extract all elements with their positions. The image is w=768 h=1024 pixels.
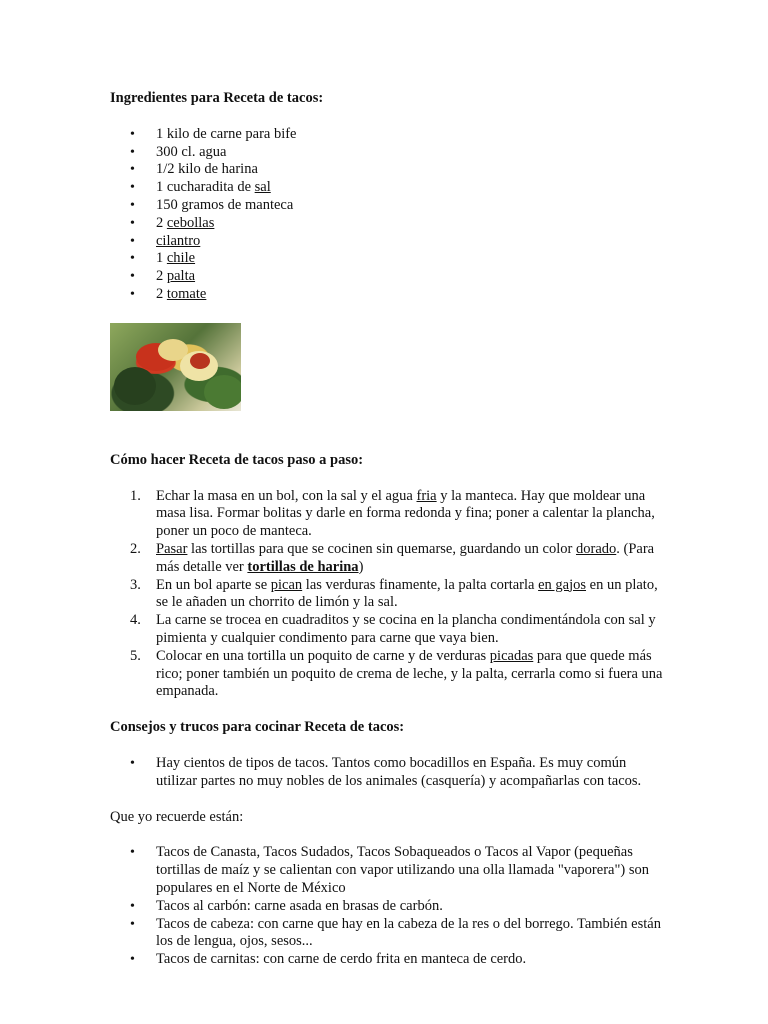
recall-list [110, 844, 670, 969]
list-item: • Tacos al carbón: carne asada en brasas de carbón. [110, 898, 670, 916]
link-pican[interactable]: pican [270, 576, 303, 593]
list-item: • 1/2 kilo de harina [110, 161, 670, 179]
tips-heading: Consejos y trucos para cocinar Receta de tacos: [110, 719, 405, 736]
link-fria[interactable]: fria [416, 487, 437, 504]
steps-heading: Cómo hacer Receta de tacos paso a paso: [110, 451, 364, 468]
list-item: • 150 gramos de manteca [110, 197, 670, 215]
recall-intro: Que yo recuerde están: [110, 808, 244, 825]
step-item: 2. Pasar las tortillas para que se cocinen sin quemarse, guardando un color dorado. (Para más detalle ver tortillas de harina) [130, 540, 655, 575]
step-item: 5. Colocar en una tortilla un poquito de carne y de verduras picadas para que quede más rico; poner también un poquito de crema de leche, y la palta, cerrarla como si fuera una empanada. [130, 647, 663, 700]
ingredients-list [110, 126, 670, 304]
list-item: • 2 cebollas [110, 215, 670, 233]
link-palta[interactable]: palta [166, 268, 196, 285]
link-dorado[interactable]: dorado [575, 540, 617, 557]
list-item: • Tacos de Canasta, Tacos Sudados, Tacos Sobaqueados o Tacos al Vapor (pequeñas tortillas de maíz y se calientan con vapor utilizando una olla llamada "vaporera") son populares en el Norte de México [110, 844, 670, 897]
link-tomate[interactable]: tomate [166, 285, 207, 302]
list-item: • Hay cientos de tipos de tacos. Tantos como bocadillos en España. Es muy común utilizar partes no muy nobles de los animales (casquería) y acompañarlas con tacos. [110, 755, 670, 791]
link-en-gajos[interactable]: en gajos [538, 576, 587, 593]
tips-list [110, 755, 670, 791]
step-item: 4. La carne se trocea en cuadraditos y se cocina en la plancha condimentándola con sal y pimienta y cualquier condimento para carne que vaya bien. [130, 612, 656, 646]
list-item: • 300 cl. agua [110, 144, 670, 162]
link-pasar[interactable]: Pasar [156, 540, 188, 557]
link-tortillas-de-harina[interactable]: tortillas de harina [247, 558, 359, 575]
link-sal[interactable]: sal [254, 179, 271, 196]
list-item: • 1 kilo de carne para bife [110, 126, 670, 144]
link-chile[interactable]: chile [166, 250, 196, 267]
list-item: • 2 tomate [110, 286, 670, 304]
link-picadas[interactable]: picadas [489, 647, 534, 664]
tacos-photo [110, 323, 241, 411]
list-item: • 1 cucharadita de sal [110, 179, 670, 197]
list-item: • 2 palta [110, 268, 670, 286]
step-item: 1. Echar la masa en un bol, con la sal y el agua fria y la manteca. Hay que moldear una masa lisa. Formar bolitas y darle en forma redonda y fina; poner a calentar la plancha, poner un poco de manteca. [130, 487, 655, 540]
document-page [110, 90, 670, 969]
steps-list [110, 488, 670, 702]
link-cebollas[interactable]: cebollas [166, 214, 215, 231]
step-item: 3. En un bol aparte se pican las verduras finamente, la palta cortarla en gajos en un plato, se le añaden un chorrito de limón y la sal. [130, 576, 658, 611]
list-item: • 1 chile [110, 250, 670, 268]
list-item: • Tacos de cabeza: con carne que hay en la cabeza de la res o del borrego. También están los de lengua, ojos, sesos... [110, 916, 670, 952]
ingredients-heading: Ingredientes para Receta de tacos: [110, 90, 324, 106]
list-item [110, 233, 670, 251]
link-cilantro[interactable]: cilantro [156, 232, 201, 249]
list-item: • Tacos de carnitas: con carne de cerdo frita en manteca de cerdo. [110, 951, 670, 969]
